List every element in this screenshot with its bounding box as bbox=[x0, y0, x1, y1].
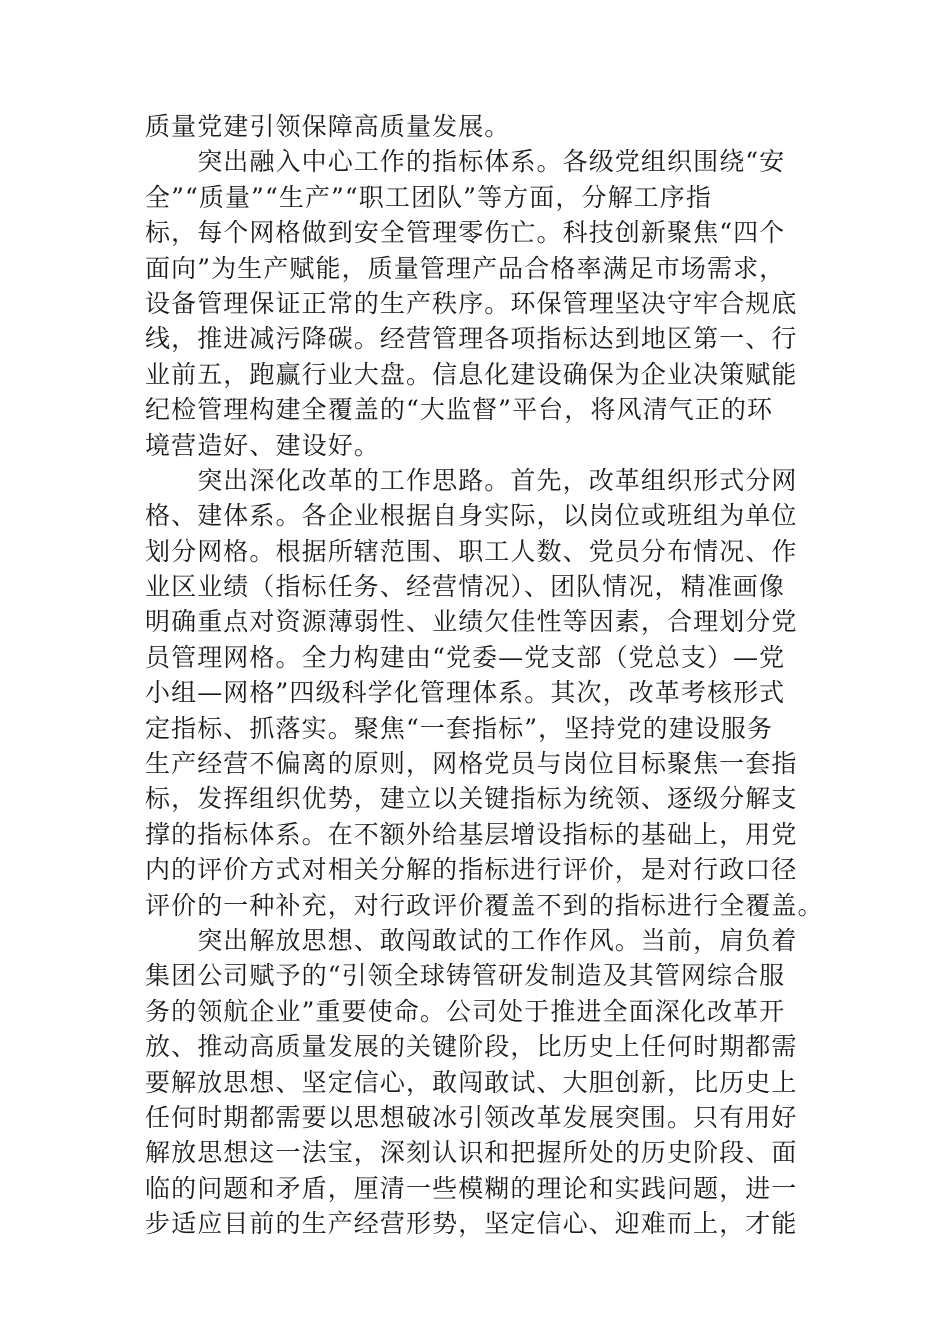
text-line: 员管理网格。全力构建由“党委—党支部（党总支）—党 bbox=[145, 642, 786, 672]
text-line: 撑的指标体系。在不额外给基层增设指标的基础上，用党 bbox=[145, 819, 798, 849]
text-line: 突出解放思想、敢闯敢试的工作作风。当前，肩负着 bbox=[145, 925, 798, 955]
text-line: 标，每个网格做到安全管理零伤亡。科技创新聚焦“四个 bbox=[145, 218, 786, 248]
text-line: 划分网格。根据所辖范围、职工人数、党员分布情况、作 bbox=[145, 536, 798, 566]
text-line: 小组—网格”四级科学化管理体系。其次，改革考核形式 bbox=[145, 678, 786, 708]
text-line: 业区业绩（指标任务、经营情况）、团队情况，精准画像 bbox=[145, 572, 786, 602]
text-line: 步适应目前的生产经营形势，坚定信心、迎难而上，才能 bbox=[145, 1209, 798, 1239]
text-line: 线，推进减污降碳。经营管理各项指标达到地区第一、行 bbox=[145, 324, 798, 354]
text-line: 境营造好、建设好。 bbox=[145, 430, 380, 460]
text-line: 突出融入中心工作的指标体系。各级党组织围绕“安 bbox=[145, 147, 786, 177]
text-line: 生产经营不偏离的原则，网格党员与岗位目标聚焦一套指 bbox=[145, 749, 798, 779]
text-line: 设备管理保证正常的生产秩序。环保管理坚决守牢合规底 bbox=[145, 288, 798, 318]
text-line: 面向”为生产赋能，质量管理产品合格率满足市场需求， bbox=[145, 253, 786, 283]
text-line: 业前五，跑赢行业大盘。信息化建设确保为企业决策赋能 bbox=[145, 359, 798, 389]
text-line: 解放思想这一法宝，深刻认识和把握所处的历史阶段、面 bbox=[145, 1138, 798, 1168]
text-line: 定指标、抓落实。聚焦“一套指标”，坚持党的建设服务 bbox=[145, 713, 774, 743]
text-line: 格、建体系。各企业根据自身实际，以岗位或班组为单位 bbox=[145, 501, 798, 531]
text-line: 突出深化改革的工作思路。首先，改革组织形式分网 bbox=[145, 465, 798, 495]
text-line: 纪检管理构建全覆盖的“大监督”平台，将风清气正的环 bbox=[145, 395, 774, 425]
text-line: 任何时期都需要以思想破冰引领改革发展突围。只有用好 bbox=[145, 1102, 798, 1132]
text-line: 标，发挥组织优势，建立以关键指标为统领、逐级分解支 bbox=[145, 784, 798, 814]
text-line: 评价的一种补充，对行政评价覆盖不到的指标进行全覆盖。 bbox=[145, 890, 824, 920]
text-line: 明确重点对资源薄弱性、业绩欠佳性等因素，合理划分党 bbox=[145, 607, 798, 637]
text-line: 放、推动高质量发展的关键阶段，比历史上任何时期都需 bbox=[145, 1032, 798, 1062]
text-line: 质量党建引领保障高质量发展。 bbox=[145, 112, 511, 141]
text-line: 内的评价方式对相关分解的指标进行评价，是对行政口径 bbox=[145, 855, 798, 885]
text-line: 临的问题和矛盾，厘清一些模糊的理论和实践问题，进一 bbox=[145, 1173, 798, 1203]
text-line: 集团公司赋予的“引领全球铸管研发制造及其管网综合服 bbox=[145, 961, 786, 991]
text-line: 要解放思想、坚定信心，敢闯敢试、大胆创新，比历史上 bbox=[145, 1067, 798, 1097]
body-text bbox=[145, 109, 824, 1242]
text-line: 全”“质量”“生产”“职工团队”等方面，分解工序指 bbox=[145, 182, 712, 212]
text-line: 务的领航企业”重要使命。公司处于推进全面深化改革开 bbox=[145, 996, 786, 1026]
